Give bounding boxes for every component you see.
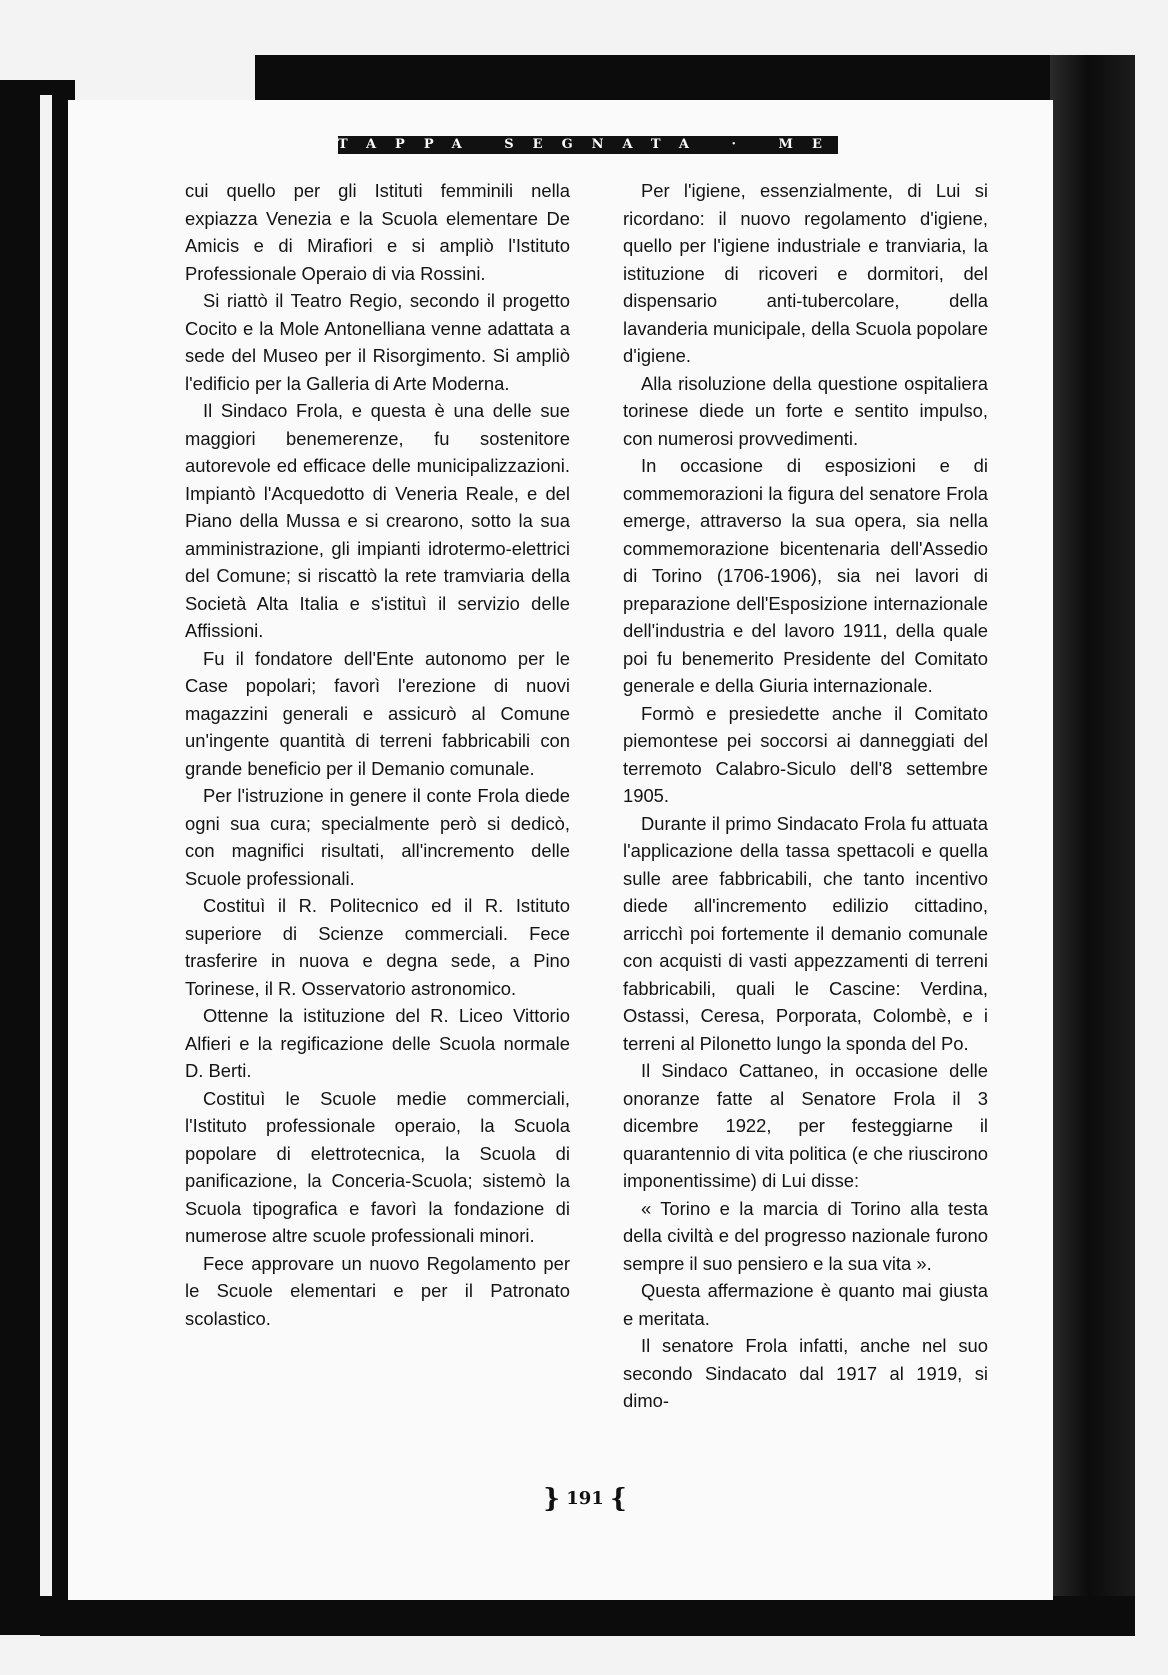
page-number (530, 1484, 640, 1514)
paragraph: Il senatore Frola infatti, anche nel suo secondo Sindacato dal 1917 al 1919, si dimo- (623, 1335, 988, 1411)
ornament-left-icon: } (543, 1484, 560, 1514)
ornament-right-icon: { (610, 1484, 627, 1514)
paragraph: Costituì il R. Politecnico ed il R. Istituto superiore di Scienze commerciali. Fece trasferire in nuova e degna sede, a Pino Torinese, il R. Osservatorio astronomico. (185, 895, 570, 999)
paragraph: cui quello per gli Istituti femminili nella expiazza Venezia e la Scuola elementare De Amicis e di Mirafiori e si ampliò l'Istituto Professionale Operaio di via Rossini. (185, 180, 570, 284)
left-column (185, 177, 570, 1332)
scan-border-left (0, 80, 75, 1635)
paragraph: Ottenne la istituzione del R. Liceo Vittorio Alfieri e la regificazione delle Scuola normale D. Berti. (185, 1005, 570, 1081)
paragraph: Fu il fondatore dell'Ente autonomo per le Case popolari; favorì l'erezione di nuovi magazzini generali e assicurò al Comune un'ingente quantità di terreni fabbricabili con grande beneficio per il Demanio comunale. (185, 647, 570, 779)
paragraph: Per l'istruzione in genere il conte Frola diede ogni sua cura; specialmente però si dedicò, con magnifici risultati, all'incremento delle Scuole professionali. (185, 785, 570, 889)
scan-border-bottom (40, 1596, 1135, 1636)
running-head: TAPPA SEGNATA · MESSICO (338, 137, 983, 152)
paragraph: Alla risoluzione della questione ospitaliera torinese diede un forte e sentito impulso, con numerosi provvedimenti. (623, 372, 988, 449)
scan-border-right (1050, 55, 1135, 1635)
paragraph: Per l'igiene, essenzialmente, di Lui si ricordano: il nuovo regolamento d'igiene, quello per l'igiene industriale e tranviaria, la istituzione di ricoveri e dormitori, del dispensario anti-tubercolare, della lavanderia municipale, della Scuola popolare d'igiene. (623, 180, 988, 366)
paragraph: Formò e presiedette anche il Comitato piemontese pei soccorsi ai danneggiati del terremoto Calabro-Siculo dell'8 settembre 1905. (623, 702, 988, 806)
paragraph: Durante il primo Sindacato Frola fu attuata l'applicazione della tassa spettacoli e quella sulle aree fabbricabili, che tanto incentivo diede all'incremento edilizio cittadino, arricchì poi fortemente il demanio comunale con acquisti di vasti appezzamenti di terreni fabbricabili, quali le Cascine: Verdina, Ostassi, Ceresa, Porporata, Colombè, e i terreni al Pilonetto lungo la sponda del Po. (623, 812, 988, 1054)
right-column (623, 177, 988, 1415)
scan-border-top (255, 55, 1135, 105)
paragraph: Costituì le Scuole medie commerciali, l'Istituto professionale operaio, la Scuola popolare di elettrotecnica, la Scuola di panificazione, la Conceria-Scuola; sistemò la Scuola tipografica e favorì la fondazione di numerose altre scuole professionali minori. (185, 1087, 570, 1246)
paragraph: Si riattò il Teatro Regio, secondo il progetto Cocito e la Mole Antonelliana venne adattata a sede del Museo per il Risorgimento. Si ampliò l'edificio per la Galleria di Arte Moderna. (185, 290, 570, 394)
scan-margin-gap (40, 95, 52, 1615)
paragraph: In occasione di esposizioni e di commemorazioni la figura del senatore Frola emerge, attraverso la sua opera, sia nella commemorazione bicentenaria dell'Assedio di Torino (1706-1906), sia nei lavori di preparazione dell'Esposizione internazionale dell'industria e del lavoro 1911, della quale poi fu benemerito Presidente del Comitato generale e della Giuria internazionale. (623, 455, 988, 696)
page-number-value: 191 (566, 1488, 604, 1509)
paragraph: Questa affermazione è quanto mai giusta e meritata. (623, 1280, 988, 1329)
quotation: « Torino e la marcia di Torino alla testa della civiltà e del progresso nazionale furono sempre il suo pensiero e la sua vita ». (623, 1197, 988, 1274)
paragraph: Il Sindaco Frola, e questa è una delle sue maggiori benemerenze, fu sostenitore autorevole ed efficace delle municipalizzazioni. Impiantò l'Acquedotto di Veneria Reale, e del Piano della Mussa e si crearono, sotto la sua amministrazione, gli impianti idrotermo-elettrici del Comune; si riscattò la rete tramviaria della Società Alta Italia e s'istituì il servizio delle Affissioni. (185, 400, 570, 641)
paragraph: Fece approvare un nuovo Regolamento per le Scuole elementari e per il Patronato scolastico. (185, 1252, 570, 1329)
paragraph: Il Sindaco Cattaneo, in occasione delle onoranze fatte al Senatore Frola il 3 dicembre 1922, per festeggiarne il quarantennio di vita politica (e che riuscirono imponentissime) di Lui disse: (623, 1060, 988, 1191)
